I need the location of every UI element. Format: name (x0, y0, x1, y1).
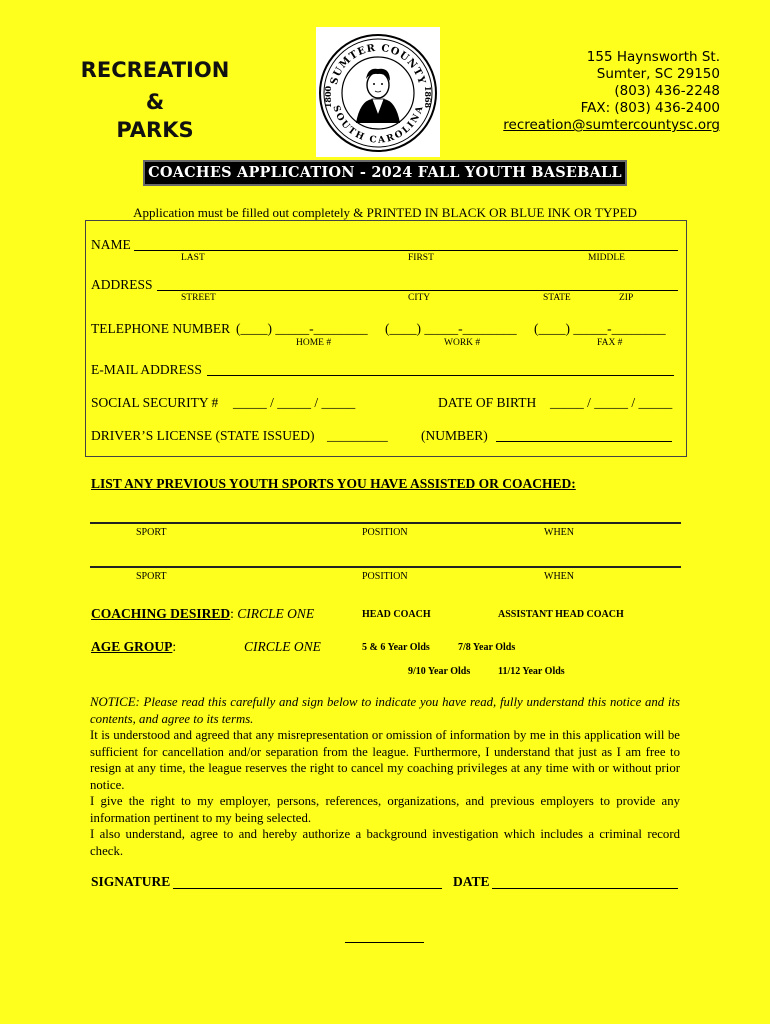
age-group-circle-one: CIRCLE ONE (244, 639, 321, 654)
coaching-desired-row: COACHING DESIRED: CIRCLE ONE (91, 606, 315, 621)
drivers-license-state-field[interactable]: _________ (327, 428, 388, 443)
sports-row-1-line[interactable] (90, 522, 681, 524)
option-7-8-year-olds[interactable]: 7/8 Year Olds (458, 642, 516, 653)
address-line-1: 155 Haynsworth St. (586, 49, 720, 65)
phone-line: (803) 436-2248 (614, 83, 720, 99)
sports-row-1-sport: SPORT (136, 527, 167, 538)
email-link[interactable]: recreation@sumtercountysc.org (503, 117, 720, 133)
sports-row-2-sport: SPORT (136, 571, 167, 582)
address-label: ADDRESS (91, 277, 153, 292)
coaching-desired-label: COACHING DESIRED (91, 606, 231, 621)
option-9-10-year-olds[interactable]: 9/10 Year Olds (408, 666, 471, 677)
name-label: NAME (91, 237, 131, 252)
seal-top-text: SUMTER COUNTY (328, 42, 428, 87)
sumter-county-seal (316, 27, 440, 157)
sports-row-1-position: POSITION (362, 527, 408, 538)
address-sub-state: STATE (543, 293, 571, 303)
email-field[interactable] (207, 375, 674, 376)
sports-row-2-when: WHEN (544, 571, 574, 582)
signature-label: SIGNATURE (91, 874, 171, 889)
telephone-label: TELEPHONE NUMBER (91, 321, 231, 336)
license-number-field[interactable] (496, 441, 672, 442)
license-number-label: (NUMBER) (421, 428, 488, 443)
option-head-coach[interactable]: HEAD COACH (362, 609, 431, 620)
seal-year-right: 1868 (423, 85, 433, 109)
recreation-logo-line-2: & (145, 90, 165, 114)
address-sub-city: CITY (408, 293, 431, 303)
notice-lead: NOTICE: Please read this carefully and sign below to indicate you have read, fully understand this notice and its contents, and agree to its terms. (90, 695, 680, 726)
seal-icon (316, 27, 440, 157)
name-sub-middle: MIDDLE (588, 253, 625, 263)
option-assistant-head-coach[interactable]: ASSISTANT HEAD COACH (498, 609, 624, 620)
option-11-12-year-olds[interactable]: 11/12 Year Olds (498, 666, 565, 677)
recreation-logo-line-3: PARKS (116, 118, 194, 142)
contact-block (503, 49, 720, 134)
ssn-field[interactable]: _____ / _____ / _____ (233, 395, 356, 410)
sports-row-2-position: POSITION (362, 571, 408, 582)
dob-label: DATE OF BIRTH (438, 395, 537, 410)
coaching-circle-one: CIRCLE ONE (237, 606, 315, 621)
seal-year-left: 1800 (323, 85, 333, 109)
option-5-6-year-olds[interactable]: 5 & 6 Year Olds (362, 642, 430, 653)
fax-field[interactable]: (____) _____-________ (534, 321, 666, 336)
name-sub-last: LAST (181, 253, 205, 263)
instructions: Application must be filled out completely & PRINTED IN BLACK OR BLUE INK OR TYPED (133, 205, 637, 220)
drivers-license-label: DRIVER’S LICENSE (STATE ISSUED) (91, 428, 315, 443)
page-title: COACHES APPLICATION - 2024 FALL YOUTH BASEBALL (148, 164, 622, 181)
date-field[interactable] (492, 888, 678, 889)
address-line-2: Sumter, SC 29150 (596, 66, 720, 82)
sports-row-2-line[interactable] (90, 566, 681, 568)
address-sub-street: STREET (181, 293, 216, 303)
address-sub-zip: ZIP (619, 293, 634, 303)
sports-row-1-when: WHEN (544, 527, 574, 538)
address-field[interactable] (157, 290, 678, 291)
age-group-row: AGE GROUP: (91, 639, 177, 654)
name-field[interactable] (134, 250, 678, 251)
home-phone-field[interactable]: (____) _____-________ (236, 321, 368, 336)
phone-sub-fax: FAX # (597, 338, 623, 348)
ssn-label: SOCIAL SECURITY # (91, 395, 219, 410)
title-banner (143, 160, 627, 186)
previous-sports-heading: LIST ANY PREVIOUS YOUTH SPORTS YOU HAVE ASSISTED OR COACHED: (91, 476, 576, 491)
notice-paragraph-3: I also understand, agree to and hereby authorize a background investigation which includes a criminal record check. (90, 827, 680, 858)
phone-sub-home: HOME # (296, 338, 332, 348)
notice-paragraph-1: It is understood and agreed that any misrepresentation or omission of information by me in this application will be sufficient for cancellation and/or separation from the league. Furthermore, I understand that just as I am free to resign at any time, the league reserves the right to cancel my coaching privileges at any time with or without prior notice. (90, 728, 680, 792)
signature-field[interactable] (173, 888, 442, 889)
email-label: E-MAIL ADDRESS (91, 362, 202, 377)
notice-block (90, 694, 680, 859)
fax-line: FAX: (803) 436-2400 (580, 100, 720, 116)
age-group-label: AGE GROUP (91, 639, 173, 654)
seal-bottom-text: SOUTH CAROLINA (330, 104, 426, 146)
phone-sub-work: WORK # (444, 338, 481, 348)
name-sub-first: FIRST (408, 253, 434, 263)
dob-field[interactable]: _____ / _____ / _____ (550, 395, 673, 410)
date-label: DATE (453, 874, 490, 889)
work-phone-field[interactable]: (____) _____-________ (385, 321, 517, 336)
recreation-logo-line-1: RECREATION (80, 58, 230, 82)
notice-paragraph-2: I give the right to my employer, persons, references, organizations, and previous employers to provide any information pertinent to my being selected. (90, 794, 680, 825)
bottom-line (345, 942, 424, 943)
